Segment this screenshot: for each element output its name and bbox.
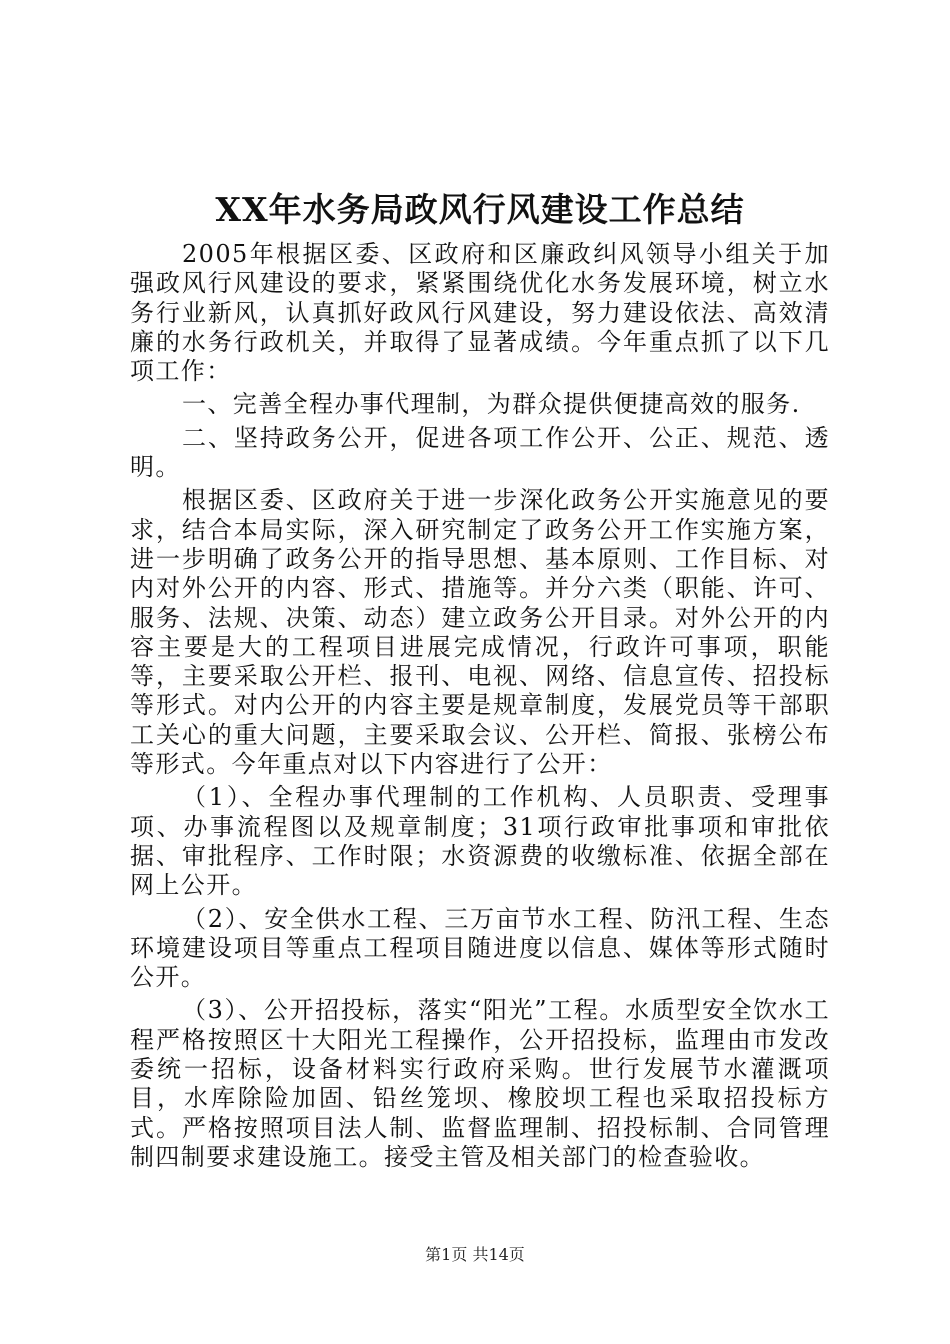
document-title: XX年水务局政风行风建设工作总结 [215,190,745,229]
paragraph-sub-item-2: （2）、安全供水工程、三万亩节水工程、防汛工程、生态环境建设项目等重点工程项目随进度以信息、媒体等形式随时公开。 [130,904,830,992]
paragraph-sub-item-3: （3）、公开招投标，落实“阳光”工程。水质型安全饮水工程严格按照区十大阳光工程操作，公开招投标，监理由市发改委统一招标，设备材料实行政府采购。世行发展节水灌溉项目，水库除险加固、铅丝笼坝、橡胶坝工程也采取招投标方式。严格按照项目法人制、监督监理制、招投标制、合同管理制四制要求建设施工。接受主管及相关部门的检查验收。 [130,996,830,1171]
paragraph-intro: 2005年根据区委、区政府和区廉政纠风领导小组关于加强政风行风建设的要求，紧紧围绕优化水务发展环境，树立水务行业新风，认真抓好政风行风建设，努力建设依法、高效清廉的水务行政机关，并取得了显著成绩。今年重点抓了以下几项工作： [130,240,830,386]
paragraph-disclosure-plan: 根据区委、区政府关于进一步深化政务公开实施意见的要求，结合本局实际，深入研究制定了政务公开工作实施方案，进一步明确了政务公开的指导思想、基本原则、工作目标、对内对外公开的内容、形式、措施等。并分六类（职能、许可、服务、法规、决策、动态）建立政务公开目录。对外公开的内容主要是大的工程项目进展完成情况，行政许可事项，职能等，主要采取公开栏、报刊、电视、网络、信息宣传、招投标等形式。对内公开的内容主要是规章制度，发展党员等干部职工关心的重大问题，主要采取会议、公开栏、简报、张榜公布等形式。今年重点对以下内容进行了公开： [130,486,830,779]
page-number-footer: 第1页 共14页 [425,1245,525,1264]
paragraph-item-two: 二、坚持政务公开，促进各项工作公开、公正、规范、透明。 [130,423,830,482]
document-body [130,240,830,1176]
paragraph-item-one: 一、完善全程办事代理制，为群众提供便捷高效的服务. [182,390,801,419]
document-page [130,0,830,1344]
paragraph-sub-item-1: （1）、全程办事代理制的工作机构、人员职责、受理事项、办事流程图以及规章制度；31项行政审批事项和审批依据、审批程序、工作时限；水资源费的收缴标准、依据全部在网上公开。 [130,783,830,900]
